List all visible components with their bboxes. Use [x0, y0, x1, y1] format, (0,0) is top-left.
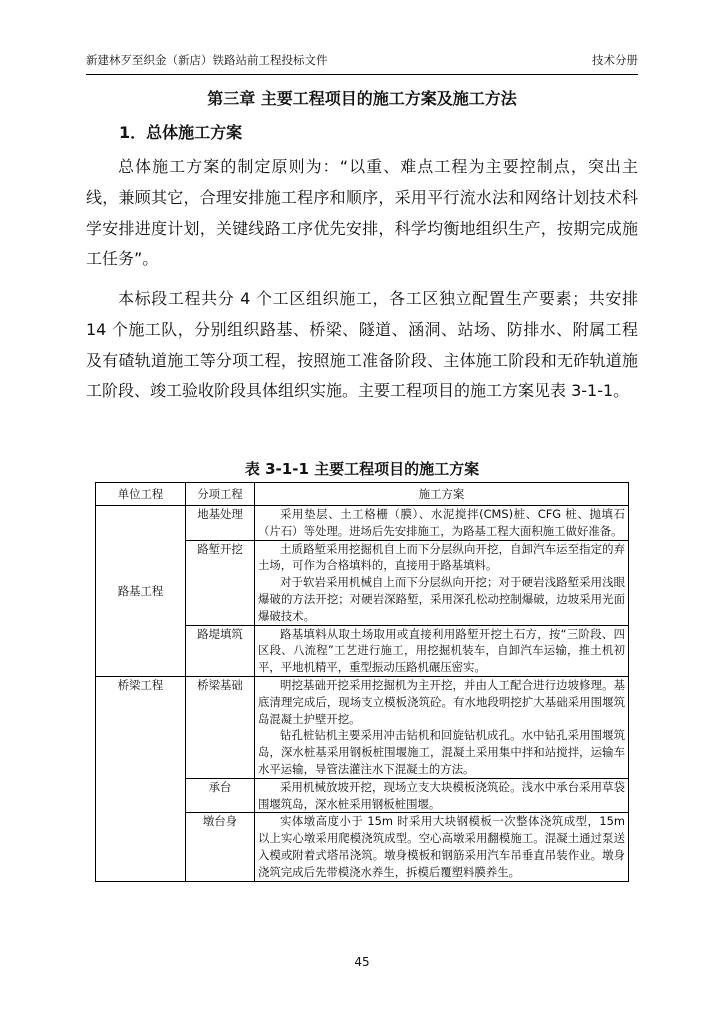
table-header-row: [96, 483, 629, 506]
sub-work-cell: 桥梁基础: [186, 676, 255, 778]
plan-text: 采用垫层、土工格栅（膜）、水泥搅拌(CMS)桩、CFG 桩、抛填石（片石）等处理。进场后先安排施工，为路基工程大面积施工做好准备。: [258, 507, 625, 538]
plan-cell: [255, 676, 629, 778]
sub-work-cell: 路堑开挖: [186, 540, 255, 625]
header-construction-plan: 施工方案: [255, 483, 629, 506]
unit-work-cell: 路基工程: [96, 506, 186, 677]
plan-text: 对于软岩采用机械自上而下分层纵向开挖；对于硬岩浅路堑采用浅眼爆破的方法开挖；对硬岩深路堑，采用深孔松动控制爆破，边坡采用光面爆破技术。: [258, 575, 625, 623]
chapter-title: 第三章 主要工程项目的施工方案及施工方法: [207, 89, 517, 108]
sub-work-cell: 地基处理: [186, 506, 255, 541]
table-caption: 表 3-1-1 主要工程项目的施工方案: [244, 460, 480, 478]
body-paragraph-principles: 总体施工方案的制定原则为：“以重、难点工程为主要控制点，突出主线，兼顾其它，合理安排施工程序和顺序，采用平行流水法和网络计划技术科学安排进度计划，关键线路工序优先安排，科学均衡地组织生产，按期完成施工任务”。: [86, 157, 638, 269]
unit-work-cell: 桥梁工程: [96, 676, 186, 881]
section-heading: 1．总体施工方案: [119, 123, 243, 142]
plan-cell: [255, 625, 629, 676]
page-header: [86, 52, 638, 75]
plan-cell: [255, 540, 629, 625]
header-volume-label: 技术分册: [592, 53, 638, 67]
header-unit-work: 单位工程: [96, 483, 186, 506]
construction-plan-table: [95, 482, 629, 882]
plan-text: 钻孔桩钻机主要采用冲击钻机和回旋钻机成孔。水中钻孔采用围堰筑岛，深水桩基采用钢板桩围堰施工，混凝土采用集中拌和站搅拌，运输车水平运输，导管法灌注水下混凝土的方法。: [258, 728, 625, 776]
sub-work-cell: 墩台身: [186, 813, 255, 881]
plan-cell: [255, 506, 629, 541]
table-row: [96, 506, 629, 541]
sub-work-cell: 路堤填筑: [186, 625, 255, 676]
plan-text: 路基填料从取土场取用或直接利用路堑开挖土石方，按“三阶段、四区段、八流程”工艺进行施工，用挖掘机装车，自卸汽车运输，推土机初平，平地机精平，重型振动压路机碾压密实。: [258, 626, 625, 675]
plan-text: 明挖基础开挖采用挖掘机为主开挖，并由人工配合进行边坡修理。基底清理完成后，现场支立模板浇筑砼。有水地段明挖扩大基础采用围堰筑岛混凝土护壁开挖。: [258, 677, 625, 726]
table-row: [96, 676, 629, 778]
plan-cell: [255, 778, 629, 813]
body-paragraph-organization: 本标段工程共分 4 个工区组织施工，各工区独立配置生产要素；共安排 14 个施工队，分别组织路基、桥梁、隧道、涵洞、站场、防排水、附属工程及有碴轨道施工等分项工程，按照施工准备阶段、主体施工阶段和无砟轨道施工阶段、竣工验收阶段具体组织实施。主要工程项目的施工方案见表 3-1-1。: [86, 289, 638, 401]
plan-text: 实体墩高度小于 15m 时采用大块钢模板一次整体浇筑成型，15m 以上实心墩采用爬模浇筑成型。空心高墩采用翻模施工。混凝土通过泵送入模或附着式塔吊浇筑。墩身模板和钢筋采用汽车吊垂直吊装作业。墩身浇筑完成后先带模浇水养生，拆模后覆塑料膜养生。: [258, 814, 625, 879]
plan-text: 采用机械放坡开挖，现场立支大块模板浇筑砼。浅水中承台采用草袋围堰筑岛，深水桩采用钢板桩围堰。: [258, 779, 625, 811]
header-document-title: 新建林歹至织金（新店）铁路站前工程投标文件: [86, 53, 328, 67]
header-sub-work: 分项工程: [186, 483, 255, 506]
sub-work-cell: 承台: [186, 778, 255, 813]
plan-cell: [255, 813, 629, 881]
plan-text: 土质路堑采用挖掘机自上而下分层纵向开挖，自卸汽车运至指定的弃土场，可作为合格填料的，直接用于路基填料。: [258, 541, 625, 573]
page-number: 45: [354, 955, 370, 969]
